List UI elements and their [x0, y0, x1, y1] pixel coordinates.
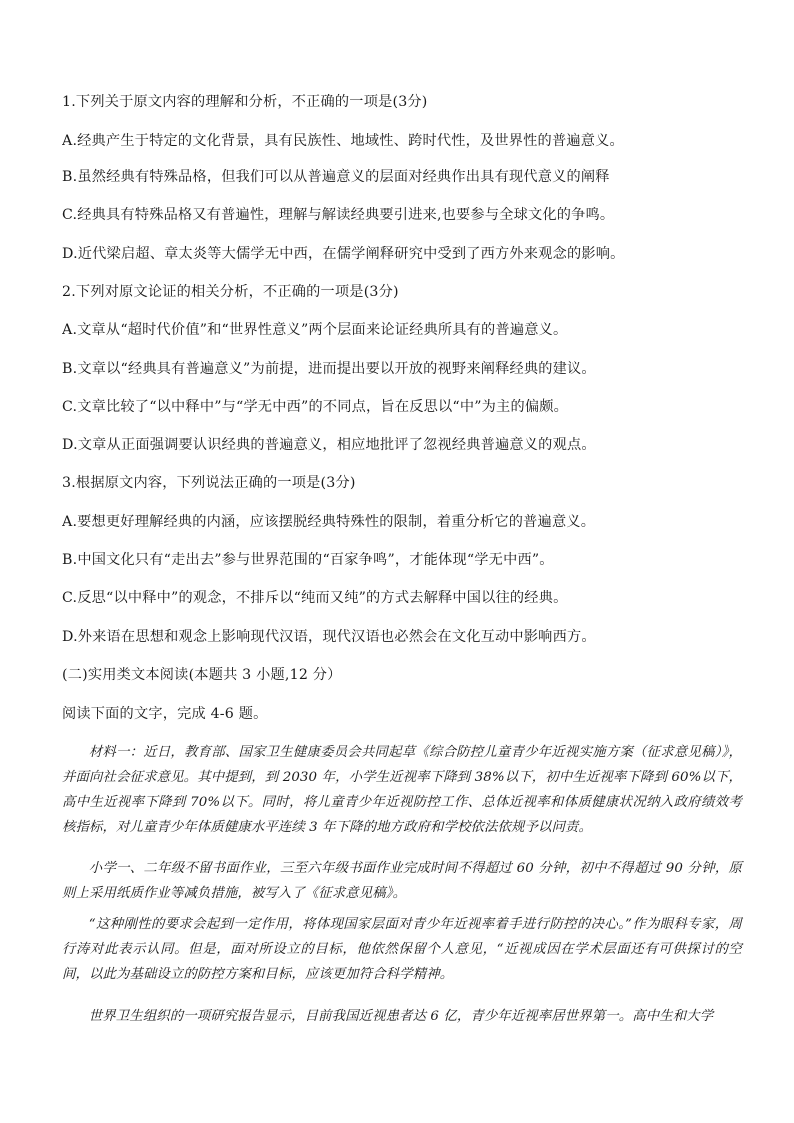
material-paragraph-2: 小学一、二年级不留书面作业，三至六年级书面作业完成时间不得超过 60 分钟，初中不得超过 90 分钟，原则上采用纸质作业等减负措施，被写入了《征求意见稿》。	[62, 861, 742, 901]
question-3-option-b: B.中国文化只有“走出去”参与世界范围的“百家争鸣”，才能体现“学无中西”。	[62, 552, 554, 568]
question-2-option-c: C.文章比较了“以中释中”与“学无中西”的不同点，旨在反思以“中”为主的偏颇。	[62, 399, 568, 415]
question-1-stem: 1.下列关于原文内容的理解和分析，不正确的一项是(3分)	[62, 94, 428, 110]
question-2-stem: 2.下列对原文论证的相关分析，不正确的一项是(3分)	[62, 284, 399, 300]
question-2-option-b: B.文章以“经典具有普遍意义”为前提，进而提出要以开放的视野来阐释经典的建议。	[62, 361, 596, 377]
section-title: (二)实用类文本阅读(本题共 3 小题,12 分）	[62, 667, 342, 683]
question-1-option-a: A.经典产生于特定的文化背景，具有民族性、地域性、跨时代性，及世界性的普遍意义。	[62, 133, 624, 149]
question-3-stem: 3.根据原文内容，下列说法正确的一项是(3分)	[62, 475, 356, 491]
material-paragraph-4: 世界卫生组织的一项研究报告显示，目前我国近视患者达 6 亿，青少年近视率居世界第一。高中生和大学	[88, 1009, 714, 1024]
question-2-option-d: D.文章从正面强调要认识经典的普遍意义，相应地批评了忽视经典普遍意义的观点。	[62, 437, 596, 453]
material-paragraph-1: 材料一：近日，教育部、国家卫生健康委员会共同起草《综合防控儿童青少年近视实施方案（征求意见稿）》，并面向社会征求意见。其中提到，到 2030 年，小学生近视率下降到 38%以下，初中生近视率下降到 60%以下，高中生近视率下降到 70%以下。同时，将儿童青少年近视防控工作、总体近视率和体质健康状况纳入政府绩效考核指标，对儿童青少年体质健康水平连续 3 年下降的地方政府和学校依法依规予以问责。	[62, 745, 742, 835]
question-1-option-c: C.经典具有特殊品格又有普遍性，理解与解读经典要引进来,也要参与全球文化的争鸣。	[62, 207, 615, 223]
material-paragraph-3: “这种刚性的要求会起到一定作用，将体现国家层面对青少年近视率着手进行防控的决心。”作为眼科专家，周行涛对此表示认同。但是，面对所设立的目标，他依然保留个人意见，“近视成因在学术层面还有可供探讨的空间，以此为基础设立的防控方案和目标，应该更加符合科学精神。	[62, 917, 742, 982]
question-1-option-b: B.虽然经典有特殊品格，但我们可以从普遍意义的层面对经典作出具有现代意义的阐释	[62, 169, 610, 185]
question-3-option-a: A.要想更好理解经典的内涵，应该摆脱经典特殊性的限制，着重分析它的普遍意义。	[62, 514, 596, 530]
question-1-option-d: D.近代梁启超、章太炎等大儒学无中西，在儒学阐释研究中受到了西方外来观念的影响。	[62, 246, 625, 262]
question-2-option-a: A.文章从“超时代价值”和“世界性意义”两个层面来论证经典所具有的普遍意义。	[62, 322, 568, 338]
question-3-option-d: D.外来语在思想和观念上影响现代汉语，现代汉语也必然会在文化互动中影响西方。	[62, 629, 596, 645]
question-3-option-c: C.反思“以中释中”的观念，不排斥以“纯而又纯”的方式去解释中国以往的经典。	[62, 590, 568, 606]
section-instruction: 阅读下面的文字，完成 4-6 题。	[62, 706, 268, 722]
